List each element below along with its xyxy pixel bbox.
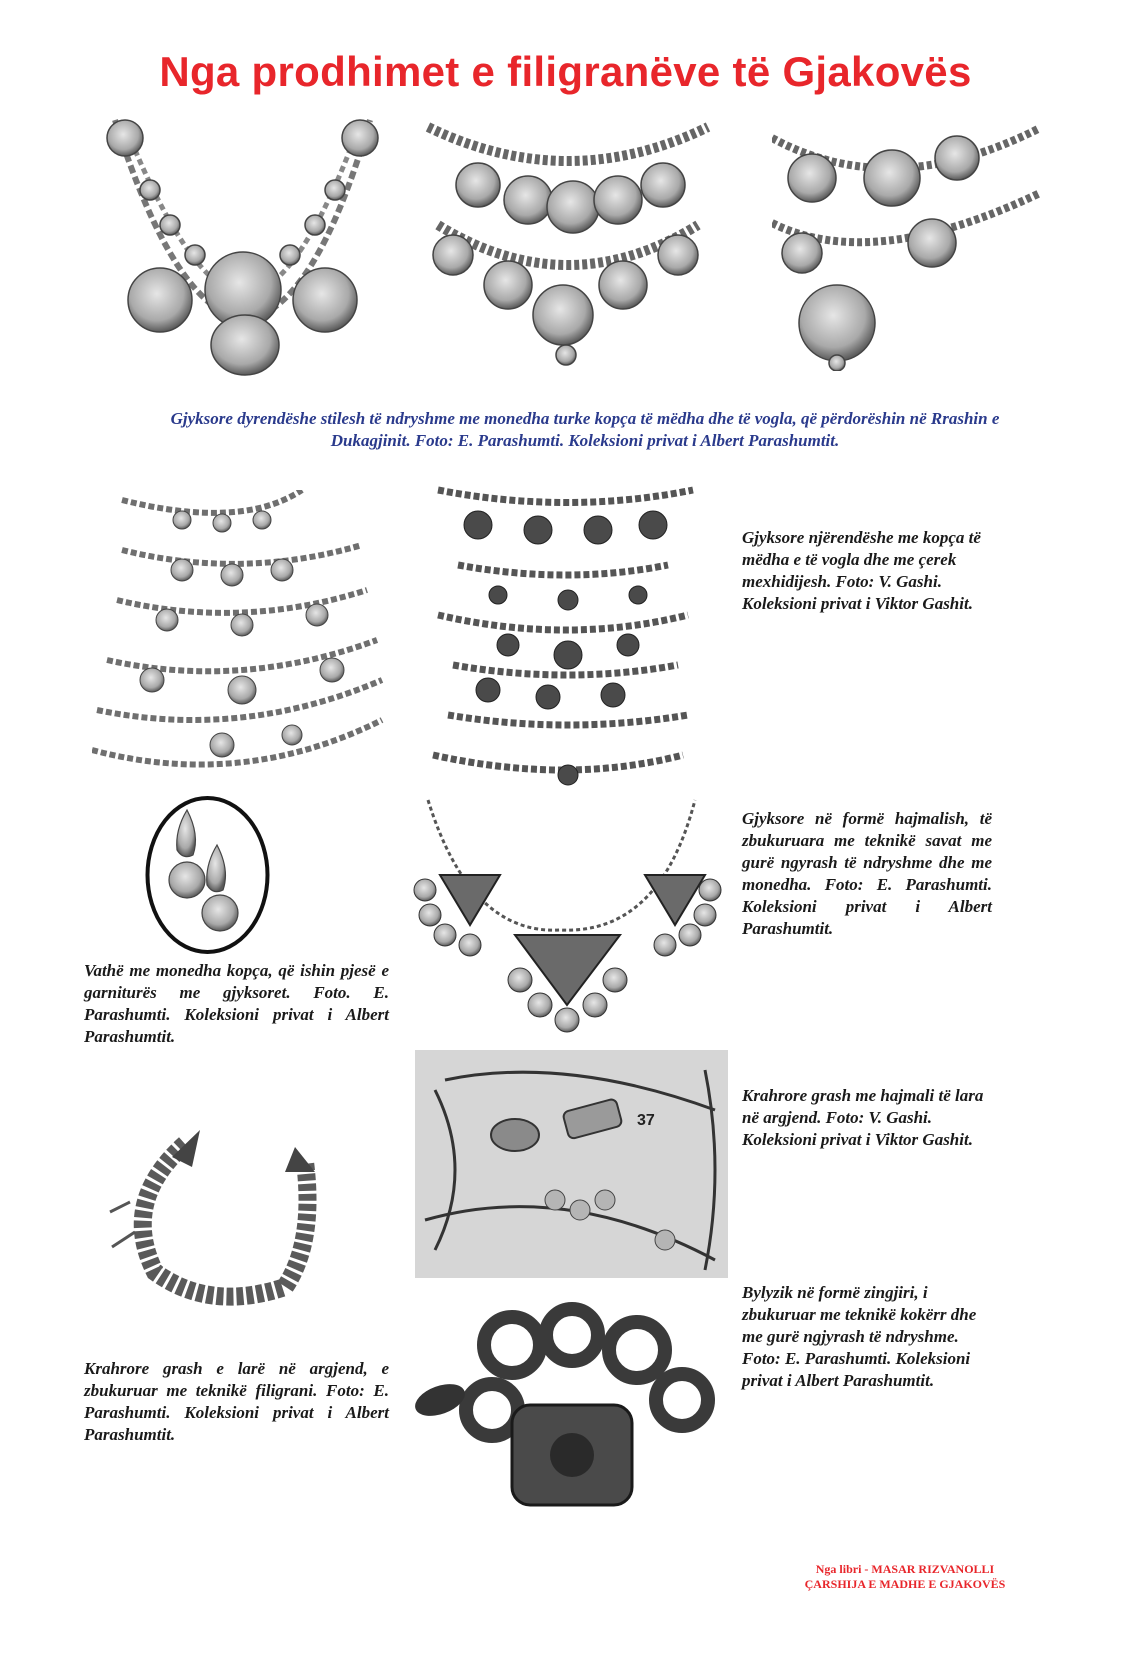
photo-krahrore-hajmali	[415, 1050, 728, 1278]
caption-hajmali-necklace: Gjyksore në formë hajmalish, të zbukuruara me teknikë savat me gurë ngyrash të ndryshme dhe me monedha. Foto: E. Parashumti. Koleksioni privat i Albert Parashumtit.	[742, 809, 992, 938]
page-title: Nga prodhimet e filigranëve të Gjakovës	[159, 48, 972, 95]
credit-line-1: Nga libri - MASAR RIZVANOLLI	[815, 1562, 995, 1576]
caption-top: Gjyksore dyrendëshe stilesh të ndryshme me monedha turke kopça të mëdha dhe të vogla, që përdorëshin në Rrashin e Dukagjinit. Foto: E. Parashumti. Koleksioni privat i Albert Parashumtit.	[170, 409, 1000, 450]
photo-hajmali-necklace	[410, 795, 725, 1035]
photo-krahrore-filigran	[100, 1122, 325, 1317]
photo-necklace-2	[418, 115, 718, 370]
photo-earrings	[145, 795, 270, 955]
photo-bracelet	[412, 1290, 725, 1530]
photo-multi-row-necklaces-1	[92, 490, 392, 790]
photo-necklace-1	[95, 110, 390, 382]
page-number: 37	[637, 1112, 655, 1129]
caption-earrings: Vathë me monedha kopça, që ishin pjesë e garniturës me gjyksoret. Foto. E. Parashumti. Koleksioni privat i Albert Parashumtit.	[84, 961, 389, 1046]
book-credit	[760, 1562, 1050, 1592]
caption-multi-row: Gjyksore njërendëshe me kopça të mëdha e të vogla dhe me çerek mexhidijesh. Foto: V. Gashi. Koleksioni privat i Viktor Gashit.	[742, 528, 981, 613]
caption-bracelet: Bylyzik në formë zingjiri, i zbukuruar me teknikë kokërr dhe me gurë ngjyrash të ndryshme. Foto: E. Parashumti. Koleksioni privat i Albert Parashumtit.	[742, 1283, 977, 1390]
credit-line-2: ÇARSHIJA E MADHE E GJAKOVËS	[804, 1577, 1006, 1591]
caption-krahrore-filigran: Krahrore grash e larë në argjend, e zbukuruar me teknikë filigrani. Foto: E. Parashumti. Koleksioni privat i Albert Parashumtit.	[84, 1359, 389, 1444]
caption-krahrore-hajmali: Krahrore grash me hajmali të lara në argjend. Foto: V. Gashi. Koleksioni privat i Viktor Gashit.	[742, 1086, 984, 1149]
photo-multi-row-necklaces-2	[428, 485, 703, 805]
photo-necklace-3	[772, 123, 1040, 371]
